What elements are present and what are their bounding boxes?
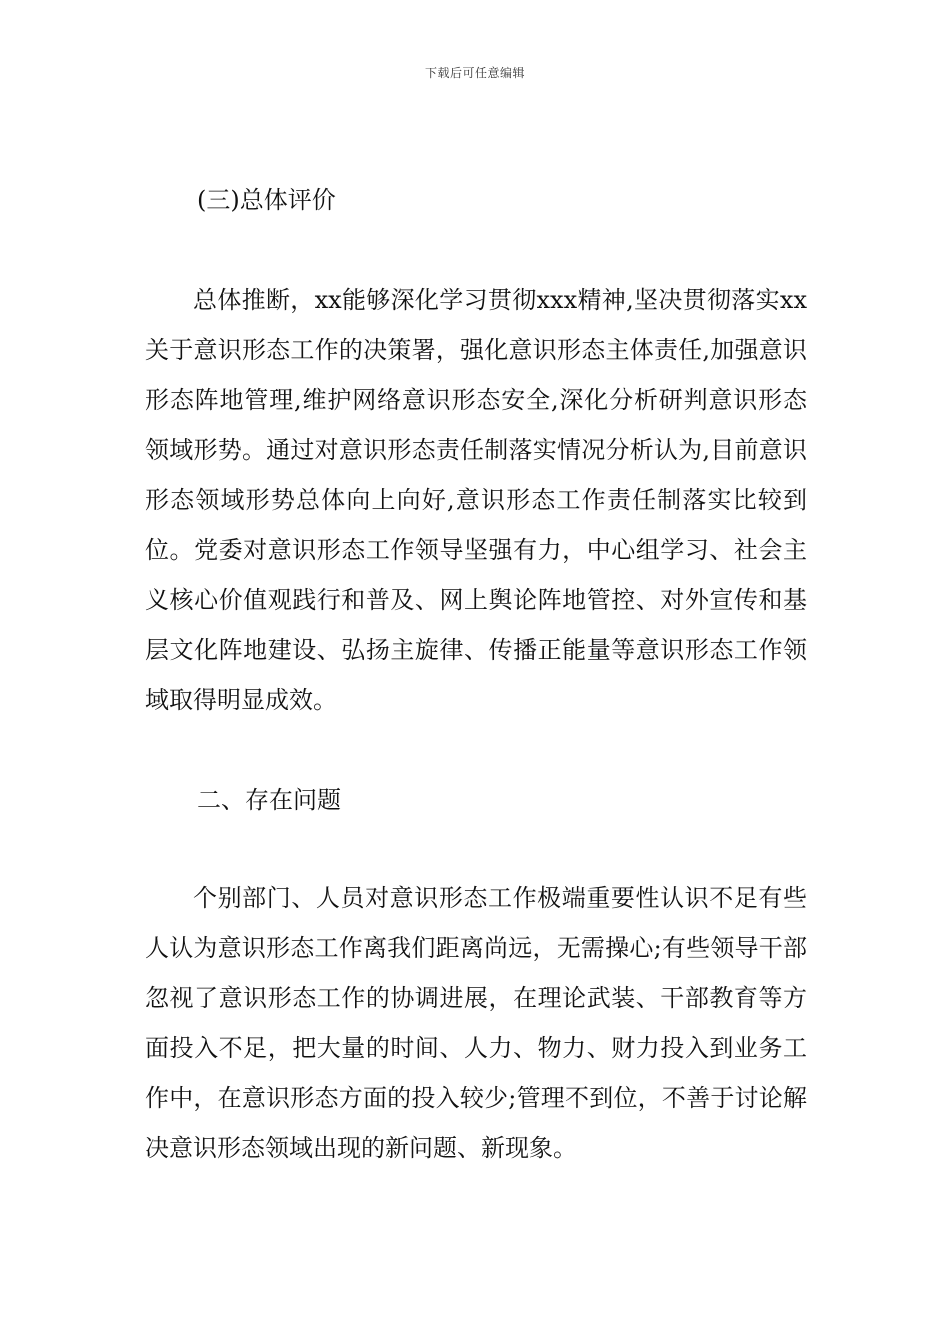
section-heading-problems: 二、存在问题 [197,786,341,814]
header-note: 下载后可任意编辑 [424,66,525,80]
paragraph-problems: 个别部门、人员对意识形态工作极端重要性认识不足有些人认为意识形态工作离我们距离尚远，无需操心;有些领导干部忽视了意识形态工作的协调进展，在理论武装、干部教育等方面投入不足，把大量的时间、人力、物力、财力投入到业务工作中，在意识形态方面的投入较少;管理不到位，不善于讨论解决意识形态领域出现的新问题、新现象。 [145,884,807,1162]
section-heading-overall: (三)总体评价 [197,186,336,214]
paragraph-overall: 总体推断，xx能够深化学习贯彻xxx精神,坚决贯彻落实xx关于意识形态工作的决策署，强化意识形态主体责任,加强意识形态阵地管理,维护网络意识形态安全,深化分析研判意识形态领域形势。通过对意识形态责任制落实情况分析认为,目前意识形态领域形势总体向上向好,意识形态工作责任制落实比较到位。党委对意识形态工作领导坚强有力，中心组学习、社会主义核心价值观践行和普及、网上舆论阵地管控、对外宣传和基层文化阵地建设、弘扬主旋律、传播正能量等意识形态工作领域取得明显成效。 [145,286,807,714]
